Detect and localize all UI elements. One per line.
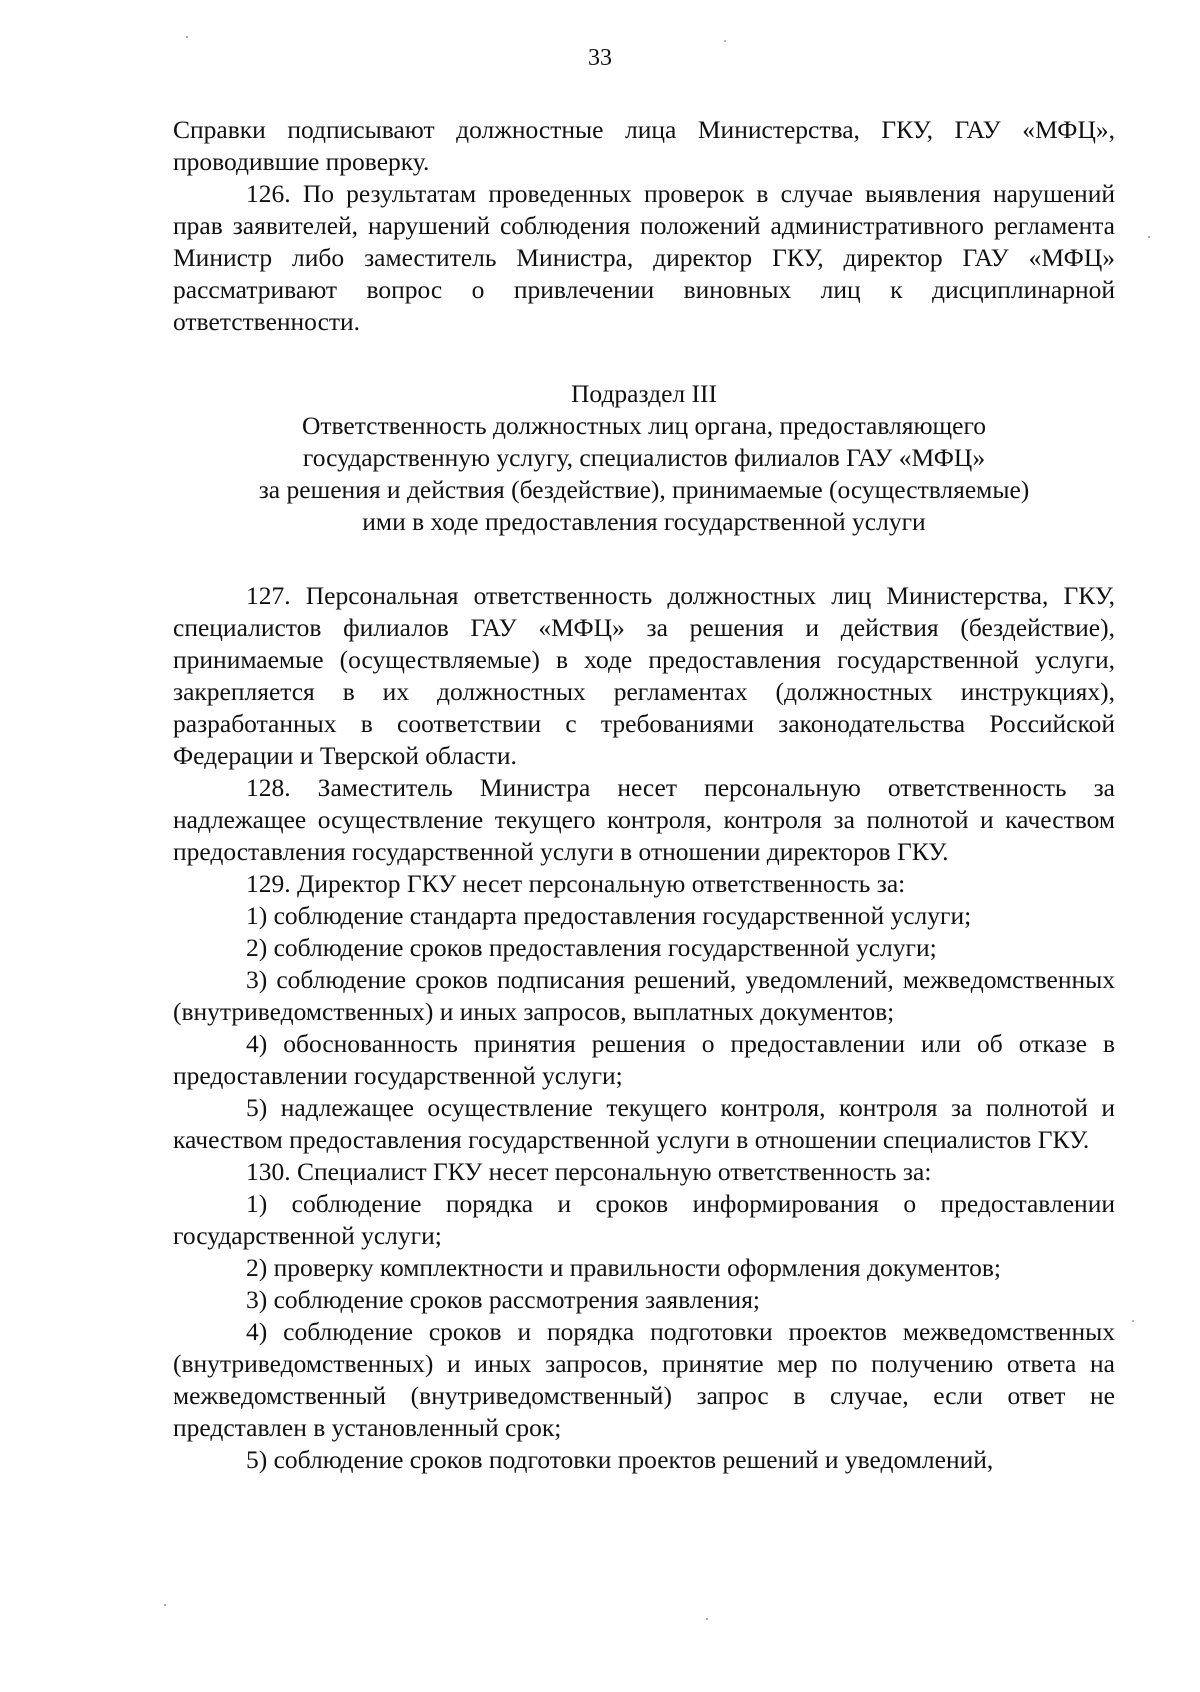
scan-speck: [1132, 1320, 1134, 1322]
list-item-130-1: 1) соблюдение порядка и сроков информирования о предоставлении государственной услуги;: [173, 1189, 1115, 1250]
list-item-130-4: 4) соблюдение сроков и порядка подготовки проектов межведомственных (внутриведомственных) и иных запросов, принятие мер по получению ответа на межведомственный (внутриведомственный) запрос в случае, если ответ не представлен в установленный срок;: [173, 1317, 1115, 1442]
list-item-129-1: 1) соблюдение стандарта предоставления государственной услуги;: [246, 901, 972, 930]
section-heading-line: государственную услугу, специалистов филиалов ГАУ «МФЦ»: [302, 443, 986, 472]
page-number: 33: [588, 45, 612, 71]
paragraph-126: 126. По результатам проведенных проверок в случае выявления нарушений прав заявителей, нарушений соблюдения положений административного регламента Министр либо заместитель Министра, директор ГКУ, директор ГАУ «МФЦ» рассматривают вопрос о привлечении виновных лиц к дисциплинарной ответственности.: [173, 179, 1115, 336]
list-item-129-5: 5) надлежащее осуществление текущего контроля, контроля за полнотой и качеством предоставления государственной услуги в отношении специалистов ГКУ.: [173, 1093, 1115, 1154]
section-heading: [173, 378, 1115, 538]
document-body: [173, 114, 1115, 1476]
list-item-129-4: 4) обоснованность принятия решения о предоставлении или об отказе в предоставлении государственной услуги;: [173, 1029, 1115, 1090]
section-title: Подраздел III: [571, 379, 717, 408]
scan-speck: [706, 1618, 708, 1620]
list-item-129-3: 3) соблюдение сроков подписания решений, уведомлений, межведомственных (внутриведомственных) и иных запросов, выплатных документов;: [173, 965, 1115, 1026]
list-item-130-3: 3) соблюдение сроков рассмотрения заявления;: [246, 1285, 761, 1314]
scan-speck: [186, 36, 188, 38]
list-item-130-5: 5) соблюдение сроков подготовки проектов решений и уведомлений,: [246, 1445, 994, 1474]
scan-speck: [164, 1604, 166, 1606]
paragraph-127: 127. Персональная ответственность должностных лиц Министерства, ГКУ, специалистов филиалов ГАУ «МФЦ» за решения и действия (бездействие), принимаемые (осуществляемые) в ходе предоставления государственной услуги, закрепляется в их должностных регламентах (должностных инструкциях), разработанных в соответствии с требованиями законодательства Российской Федерации и Тверской области.: [173, 581, 1115, 770]
paragraph-128: 128. Заместитель Министра несет персональную ответственность за надлежащее осуществление текущего контроля, контроля за полнотой и качеством предоставления государственной услуги в отношении директоров ГКУ.: [173, 773, 1115, 866]
list-item-130-2: 2) проверку комплектности и правильности оформления документов;: [246, 1253, 1001, 1282]
list-item-129-2: 2) соблюдение сроков предоставления государственной услуги;: [246, 933, 937, 962]
scan-speck: [724, 40, 726, 42]
section-heading-line: за решения и действия (бездействие), принимаемые (осуществляемые): [258, 475, 1030, 504]
section-heading-line: Ответственность должностных лиц органа, предоставляющего: [301, 411, 987, 440]
paragraph-129: 129. Директор ГКУ несет персональную ответственность за:: [246, 869, 906, 898]
paragraph-130: 130. Специалист ГКУ несет персональную ответственность за:: [246, 1157, 932, 1186]
paragraph-intro: Справки подписывают должностные лица Министерства, ГКУ, ГАУ «МФЦ», проводившие проверку.: [173, 115, 1115, 176]
scan-speck: [1148, 236, 1150, 238]
section-heading-line: ими в ходе предоставления государственной услуги: [362, 507, 926, 536]
